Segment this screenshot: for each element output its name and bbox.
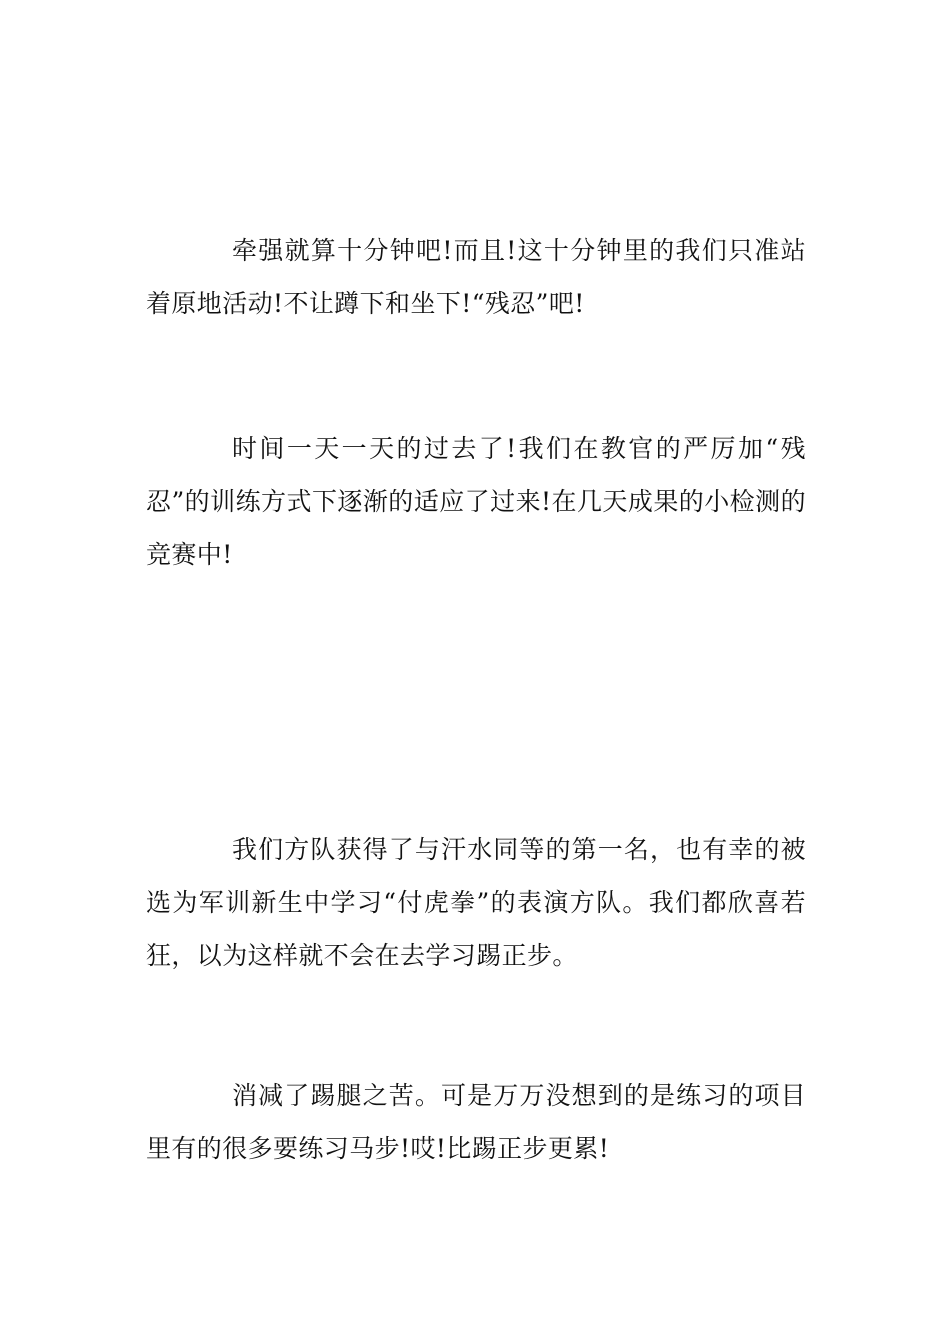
paragraph-2: 时间一天一天的过去了!我们在教官的严厉加“残忍”的训练方式下逐渐的适应了过来!在几天成果的小检测的竞赛中! <box>146 434 806 569</box>
paragraph-3: 我们方队获得了与汗水同等的第一名，也有幸的被选为军训新生中学习“付虎拳”的表演方队。我们都欣喜若狂，以为这样就不会在去学习踢正步。 <box>146 835 806 970</box>
paragraph-1: 牵强就算十分钟吧!而且!这十分钟里的我们只准站着原地活动!不让蹲下和坐下!“残忍”吧! <box>146 236 806 318</box>
paragraph-4: 消减了踢腿之苦。可是万万没想到的是练习的项目里有的很多要练习马步!哎!比踢正步更累! <box>146 1081 806 1163</box>
